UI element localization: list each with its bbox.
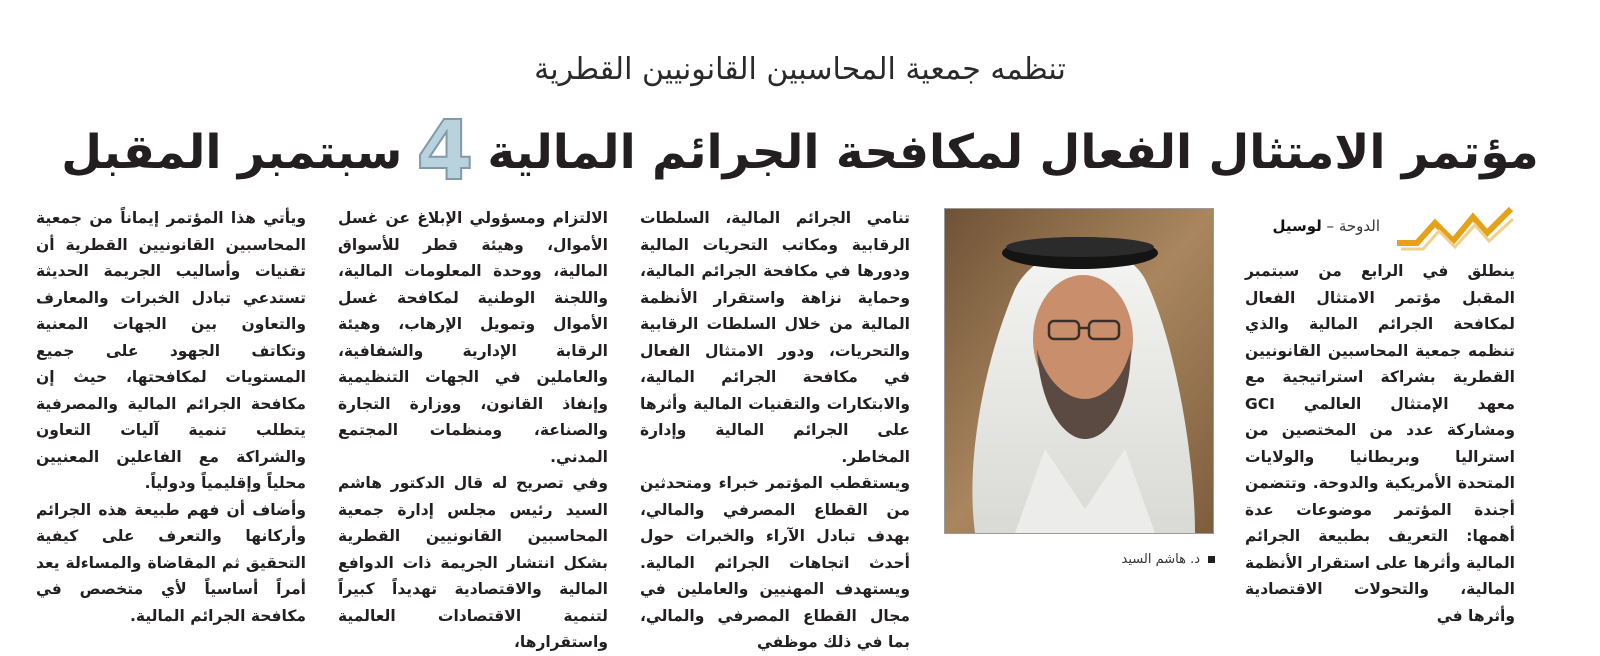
dateline-separator: – bbox=[1326, 217, 1335, 235]
dateline-source: لوسيل bbox=[1272, 217, 1322, 235]
article-column-4 bbox=[36, 205, 306, 625]
author-photo bbox=[944, 208, 1214, 534]
column-2-paragraph-2: ويستقطب المؤتمر خبراء ومتحدثين من القطاع المصرفي والمالي، بهدف تبادل الآراء والخبرات حول أحدث اتجاهات الجرائم المالية. ويستهدف المهنيين والعاملين في مجال القطاع المصرفي والمالي، بما في ذلك موظفي bbox=[640, 474, 910, 651]
dateline bbox=[1245, 205, 1515, 251]
column-4-paragraph-1: ويأتي هذا المؤتمر إيماناً من جمعية المحاسبين القانونيين القطرية أن تقنيات وأساليب الجريمة الحديثة تستدعي تبادل الخبرات والمعارف والتعاون بين الجهات المعنية وتكاتف الجهود على جميع المستويات لمكافحتها، حيث إن مكافحة الجرائم المالية والمصرفية يتطلب تنمية آليات التعاون والشراكة مع الفاعلين المعنيين محلياً وإقليمياً ودولياً. bbox=[36, 209, 306, 492]
caption-text: د. هاشم السيد bbox=[1121, 552, 1200, 567]
column-3-paragraph-2: وفي تصريح له قال الدكتور هاشم السيد رئيس مجلس إدارة جمعية المحاسبين القانونيين القطرية بشكل انتشار الجريمة ذات الدوافع المالية والاقتصادية تهديداً كبيراً لتنمية الاقتصادات العالمية واستقرارها، bbox=[338, 474, 608, 651]
photo-caption bbox=[1105, 552, 1215, 567]
article-headline bbox=[20, 104, 1580, 199]
article-column-2 bbox=[640, 205, 910, 651]
square-bullet-icon bbox=[1208, 556, 1215, 563]
dateline-text bbox=[1272, 217, 1380, 235]
column-4-paragraph-2: وأضاف أن فهم طبيعة هذه الجرائم وأركانها والتعرف على كيفية التحقيق ثم المقاضاة والمساءلة يعد أمراً أساسياً لأي متخصص في مكافحة الجرائم المالية. bbox=[36, 500, 306, 625]
column-3-paragraph-1: الالتزام ومسؤولي الإبلاغ عن غسل الأموال، وهيئة قطر للأسواق المالية، ووحدة المعلومات المالية، واللجنة الوطنية لمكافحة غسل الأموال وتمويل الإرهاب، وهيئة الرقابة الإدارية والشفافية، والعاملين في الجهات التنظيمية وإنفاذ القانون، ووزارة التجارة والصناعة، ومنظمات المجتمع المدني. bbox=[338, 209, 608, 466]
article-column-1 bbox=[1245, 258, 1515, 625]
zigzag-arrow-icon bbox=[1395, 205, 1515, 251]
dateline-city: الدوحة bbox=[1338, 217, 1380, 235]
article-column-3 bbox=[338, 205, 608, 651]
column-1-text: ينطلق في الرابع من سبتمبر المقبل مؤتمر الامتثال الفعال لمكافحة الجرائم المالية والذي تنظمه جمعية المحاسبين القانونيين القطرية بشراكة استراتيجية مع معهد الإمتثال العالمي GCI ومشاركة عدد من المختصين من استراليا وبريطانيا والولايات المتحدة الأمريكية والدوحة. وتتضمن أجندة المؤتمر موضوعات عدة أهمها: التعريف بطبيعة الجرائم المالية وأثرها على استقرار الأنظمة المالية، والتحولات الاقتصادية وأثرها في bbox=[1245, 262, 1515, 625]
portrait-illustration bbox=[945, 209, 1213, 533]
column-2-paragraph-1: تنامي الجرائم المالية، السلطات الرقابية ومكاتب التحريات المالية ودورها في مكافحة الجرائم المالية، وحماية نزاهة واستقرار الأنظمة المالية من خلال السلطات الرقابية والتحريات، ودور الامتثال الفعال في مكافحة الجرائم المالية، والابتكارات والتقنيات المالية وأثرها على الجرائم المالية وإدارة المخاطر. bbox=[640, 209, 910, 466]
headline-part-1: مؤتمر الامتثال الفعال لمكافحة الجرائم المالية bbox=[487, 124, 1539, 180]
headline-number: 4 bbox=[416, 104, 474, 199]
article-kicker: تنظمه جمعية المحاسبين القانونيين القطرية bbox=[534, 52, 1066, 87]
headline-part-2: سبتمبر المقبل bbox=[61, 124, 403, 180]
